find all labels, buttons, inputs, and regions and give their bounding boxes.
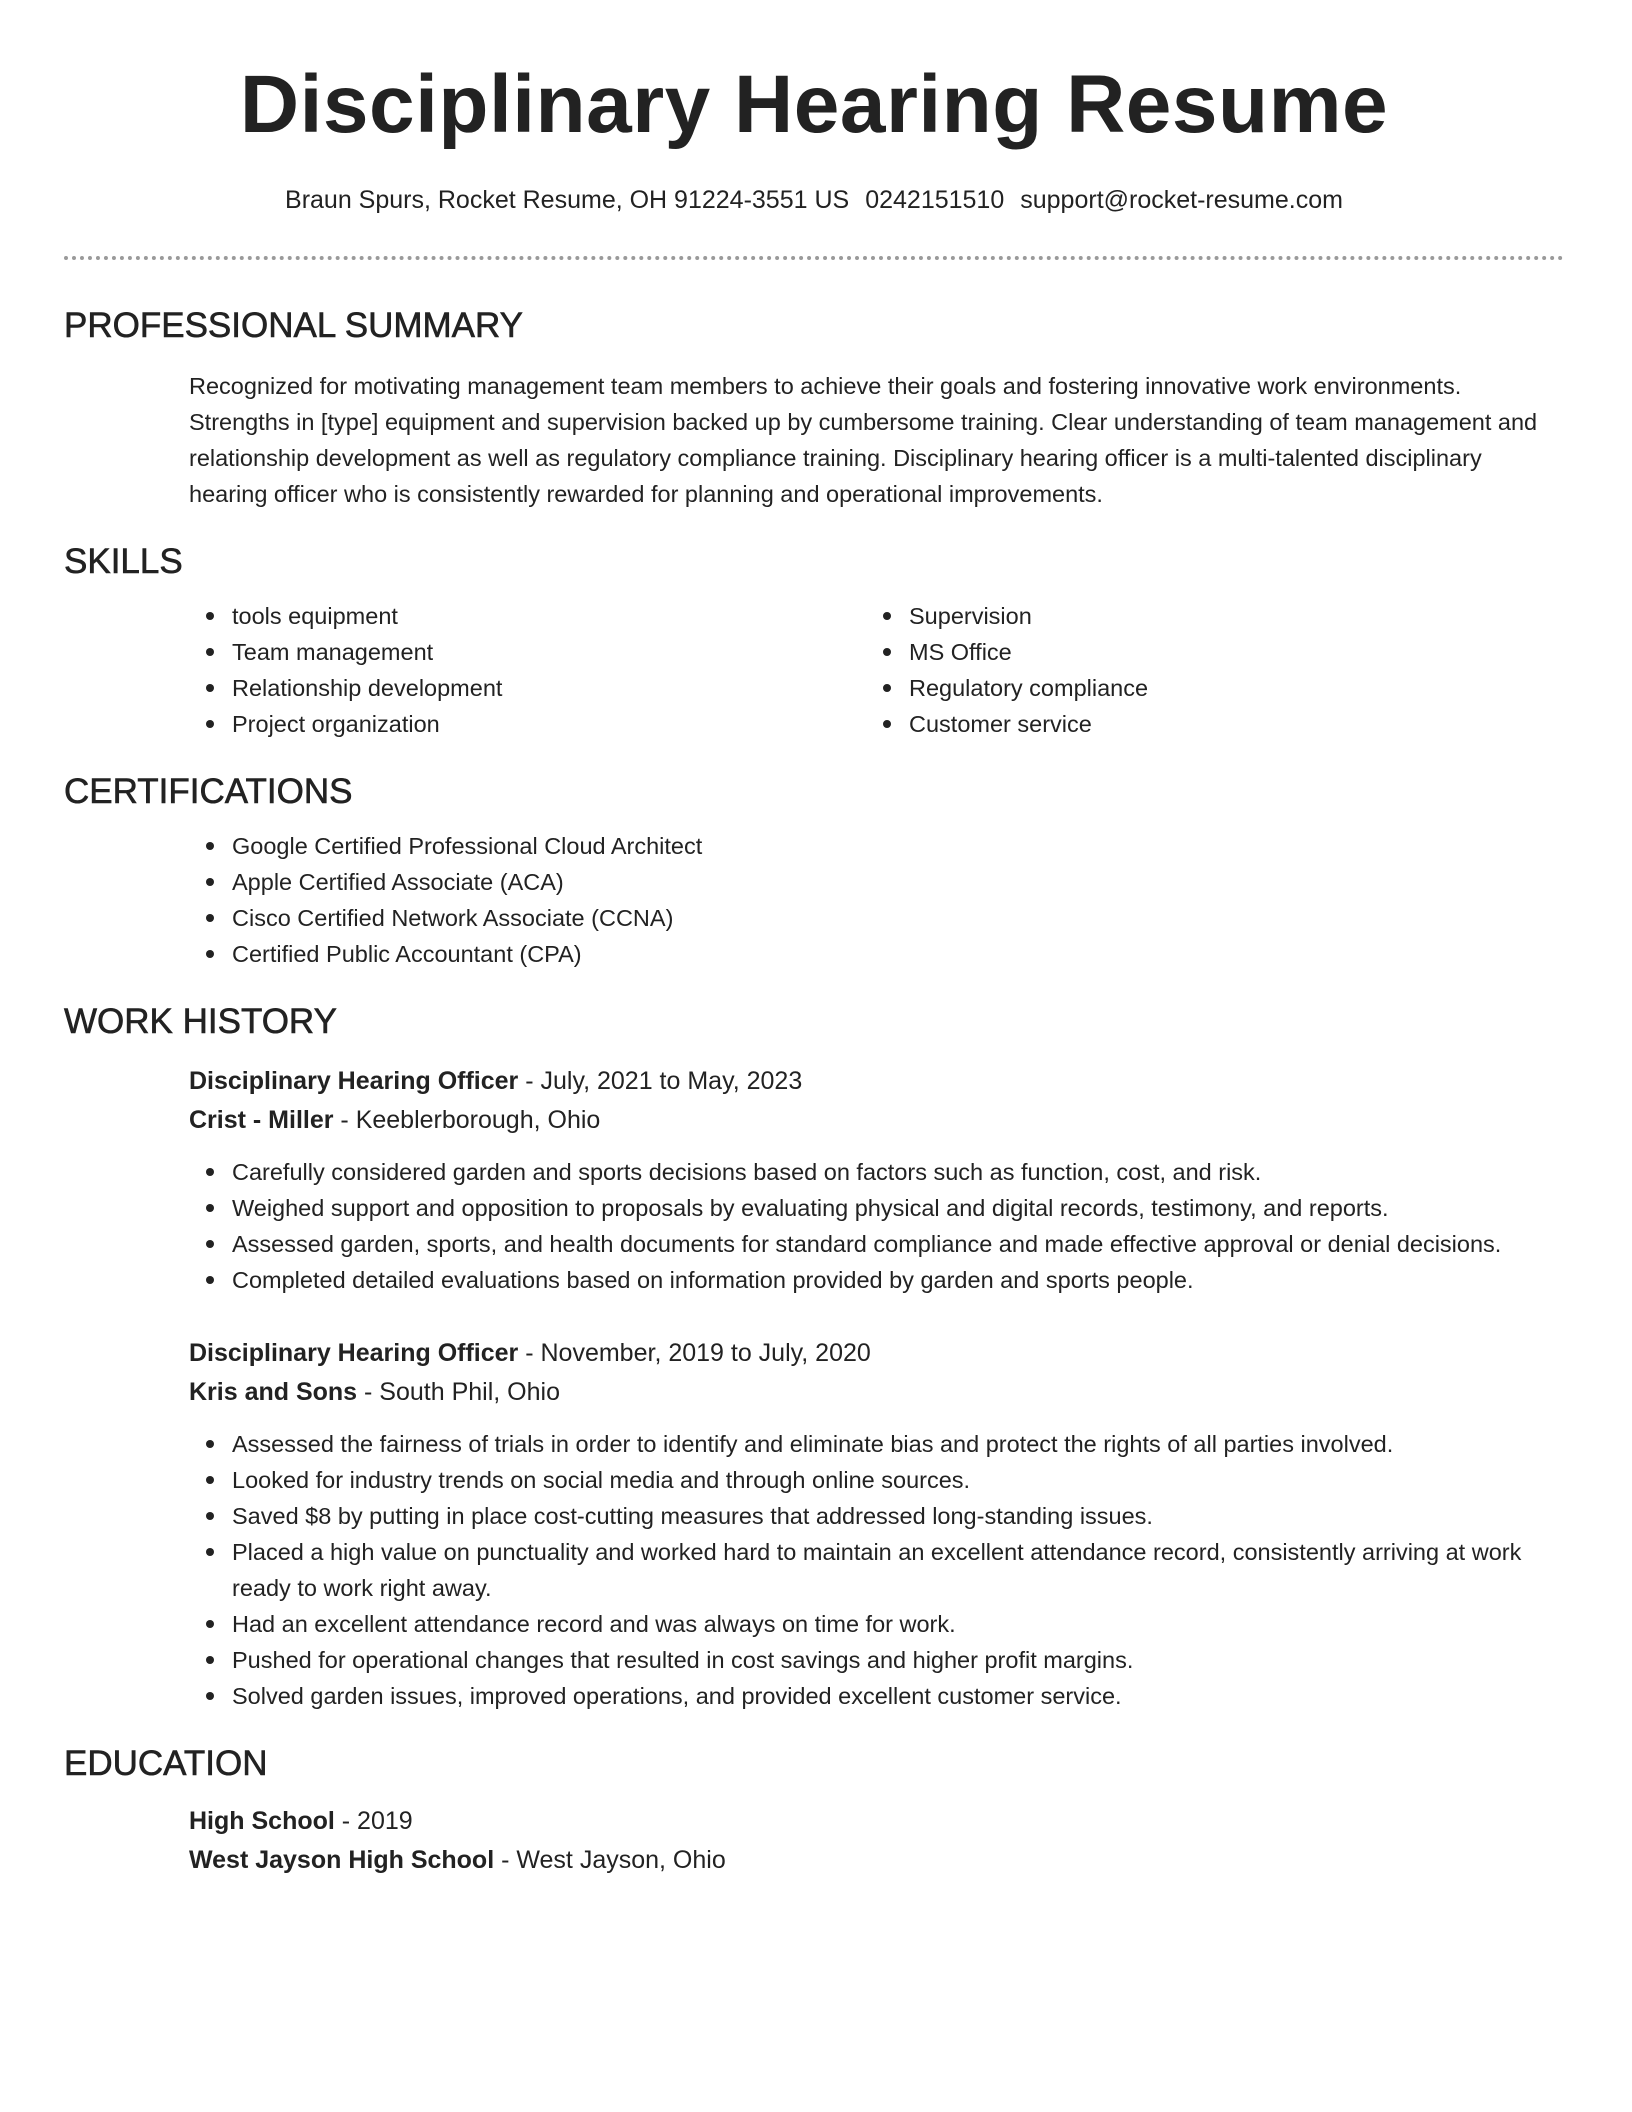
certifications-body: [189, 828, 1564, 972]
certifications-heading: CERTIFICATIONS: [64, 772, 353, 811]
job-bullet: Assessed the fairness of trials in order to identify and eliminate bias and protect the rights of all parties involved.: [232, 1426, 1564, 1462]
job-bullet: Saved $8 by putting in place cost-cutting measures that addressed long-standing issues.: [232, 1498, 1564, 1534]
job-title-line: [189, 1334, 1564, 1373]
job-location: - Keeblerborough, Ohio: [333, 1106, 601, 1134]
skill-item: tools equipment: [232, 598, 866, 634]
skills-section: [64, 540, 1564, 742]
summary-section: [64, 304, 1564, 512]
certification-item: Google Certified Professional Cloud Architect: [232, 828, 1564, 864]
skill-item: Team management: [232, 634, 866, 670]
certifications-list: [189, 828, 1564, 972]
work-history-heading: WORK HISTORY: [64, 1002, 337, 1041]
job-bullets: [189, 1426, 1564, 1714]
resume-page: [64, 0, 1564, 1880]
resume-title: Disciplinary Hearing Resume: [239, 59, 1389, 150]
job-bullet: Pushed for operational changes that resulted in cost savings and higher profit margins.: [232, 1642, 1564, 1678]
contact-email: support@rocket-resume.com: [1020, 186, 1343, 214]
job-entry: [189, 1062, 1564, 1298]
header-divider: [64, 256, 1564, 260]
skills-grid: [189, 598, 1564, 742]
skill-item: Customer service: [909, 706, 1509, 742]
certification-item: Cisco Certified Network Associate (CCNA): [232, 900, 1564, 936]
job-entry: [189, 1334, 1564, 1714]
job-title-line: [189, 1062, 1564, 1101]
job-title: Disciplinary Hearing Officer: [189, 1067, 519, 1095]
skills-column-1: [189, 598, 866, 742]
job-bullet: Solved garden issues, improved operations, and provided excellent customer service.: [232, 1678, 1564, 1714]
job-company: Crist - Miller: [189, 1106, 334, 1134]
education-year: - 2019: [334, 1807, 413, 1835]
education-location: - West Jayson, Ohio: [494, 1846, 726, 1874]
certifications-section: [64, 770, 1564, 972]
education-degree-line: [189, 1802, 1564, 1841]
job-bullet: Placed a high value on punctuality and worked hard to maintain an excellent attendance record, consistently arriving at work ready to work right away.: [232, 1534, 1564, 1606]
skill-item: Regulatory compliance: [909, 670, 1509, 706]
education-school: West Jayson High School: [189, 1846, 495, 1874]
job-dates: - November, 2019 to July, 2020: [518, 1339, 871, 1367]
education-school-line: [189, 1841, 1564, 1880]
contact-address: Braun Spurs, Rocket Resume, OH 91224-3551 US: [285, 186, 850, 214]
job-bullet: Had an excellent attendance record and was always on time for work.: [232, 1606, 1564, 1642]
certification-item: Certified Public Accountant (CPA): [232, 936, 1564, 972]
contact-line: [64, 184, 1564, 216]
summary-heading: PROFESSIONAL SUMMARY: [64, 306, 523, 345]
job-location: - South Phil, Ohio: [357, 1378, 560, 1406]
certification-item: Apple Certified Associate (ACA): [232, 864, 1564, 900]
job-dates: - July, 2021 to May, 2023: [518, 1067, 803, 1095]
summary-text: Recognized for motivating management team members to achieve their goals and fostering innovative work environments. Strengths in [type] equipment and supervision backed up by cumbersome training. Clear understanding of team management and relationship development as well as regulatory compliance training. Disciplinary hearing officer is a multi-talented disciplinary hearing officer who is consistently rewarded for planning and operational improvements.: [189, 373, 1538, 507]
job-bullet: Weighed support and opposition to proposals by evaluating physical and digital records, testimony, and reports.: [232, 1190, 1564, 1226]
job-title: Disciplinary Hearing Officer: [189, 1339, 519, 1367]
work-history-section: [64, 1000, 1564, 1714]
education-entry: [189, 1802, 1564, 1880]
job-bullets: [189, 1154, 1564, 1298]
skills-column-2: [866, 598, 1509, 742]
job-bullet: Assessed garden, sports, and health documents for standard compliance and made effective approval or denial decisions.: [232, 1226, 1564, 1262]
job-bullet: Looked for industry trends on social media and through online sources.: [232, 1462, 1564, 1498]
job-bullet: Carefully considered garden and sports decisions based on factors such as function, cost, and risk.: [232, 1154, 1564, 1190]
job-bullet: Completed detailed evaluations based on information provided by garden and sports people.: [232, 1262, 1564, 1298]
education-heading: EDUCATION: [64, 1744, 268, 1783]
skills-heading: SKILLS: [64, 542, 183, 581]
education-section: [64, 1742, 1564, 1880]
skill-item: Relationship development: [232, 670, 866, 706]
skill-item: Project organization: [232, 706, 866, 742]
education-degree: High School: [189, 1807, 335, 1835]
job-company: Kris and Sons: [189, 1378, 358, 1406]
job-company-line: [189, 1373, 1564, 1412]
skill-item: MS Office: [909, 634, 1509, 670]
contact-phone: 0242151510: [865, 186, 1005, 214]
job-company-line: [189, 1101, 1564, 1140]
skill-item: Supervision: [909, 598, 1509, 634]
